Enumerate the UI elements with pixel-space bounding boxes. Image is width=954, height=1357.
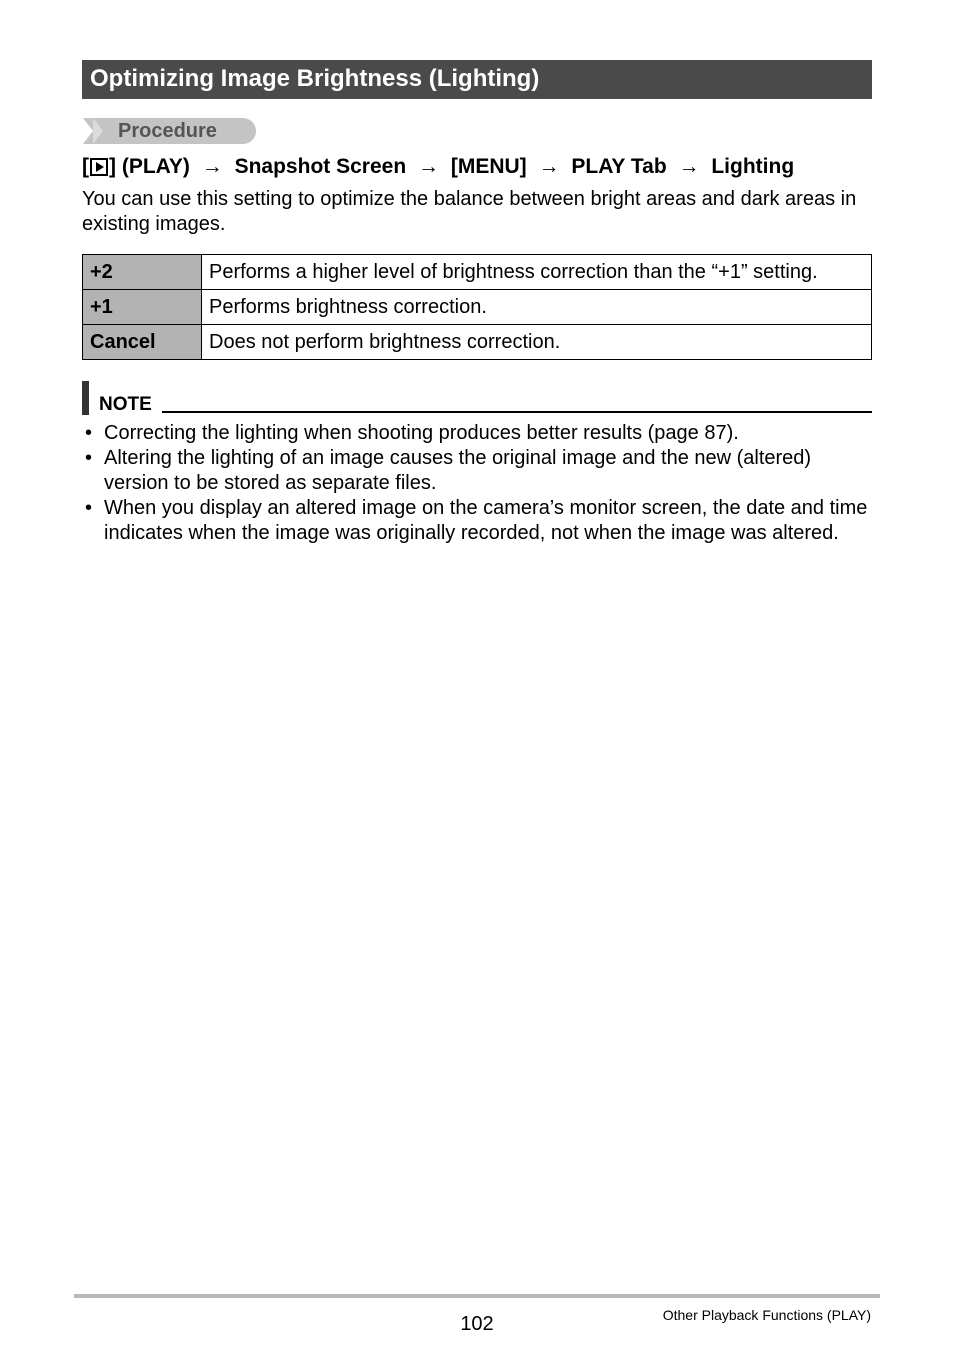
note-text: Correcting the lighting when shooting produces better results (page 87). xyxy=(104,422,739,444)
path-play: ] (PLAY) xyxy=(109,155,190,178)
arrow-icon: → xyxy=(678,155,700,178)
path-play-tab: PLAY Tab xyxy=(571,155,667,178)
list-item xyxy=(82,496,872,546)
setting-key: Cancel xyxy=(83,325,202,360)
footer-divider xyxy=(74,1294,880,1298)
note-text: Altering the lighting of an image causes the original image and the new (altered) version to be stored as separate files. xyxy=(104,447,812,494)
page-number: 102 xyxy=(460,1313,494,1335)
procedure-badge xyxy=(83,118,256,144)
note-divider xyxy=(162,411,872,413)
list-item xyxy=(82,446,872,496)
path-open-bracket: [ xyxy=(82,155,89,178)
bullet-icon: • xyxy=(85,497,93,519)
menu-path xyxy=(82,153,794,181)
setting-key: +2 xyxy=(83,255,202,290)
settings-table xyxy=(82,254,872,360)
note-list xyxy=(82,421,872,546)
note-marker xyxy=(82,381,89,415)
table-row xyxy=(83,255,872,290)
list-item xyxy=(82,421,872,446)
play-icon xyxy=(90,158,108,176)
note-label: NOTE xyxy=(99,394,152,415)
bullet-icon: • xyxy=(85,422,93,444)
note-text: When you display an altered image on the camera’s monitor screen, the date and time indicates when the image was originally recorded, not when the image was altered. xyxy=(104,497,868,544)
arrow-icon: → xyxy=(201,155,223,178)
footer-section-name: Other Playback Functions (PLAY) xyxy=(662,1307,871,1323)
intro-paragraph: You can use this setting to optimize the balance between bright areas and dark areas in existing images. xyxy=(82,188,857,235)
path-lighting: Lighting xyxy=(711,155,795,178)
table-row xyxy=(83,325,872,360)
setting-description: Performs brightness correction. xyxy=(202,290,872,325)
path-snapshot-screen: Snapshot Screen xyxy=(234,155,407,178)
bullet-icon: • xyxy=(85,447,93,469)
procedure-stripe xyxy=(83,118,93,144)
setting-description: Does not perform brightness correction. xyxy=(202,325,872,360)
path-menu: [MENU] xyxy=(450,155,527,178)
procedure-stripe xyxy=(93,118,103,144)
section-title: Optimizing Image Brightness (Lighting) xyxy=(82,60,872,99)
arrow-icon: → xyxy=(418,155,439,178)
procedure-label: Procedure xyxy=(118,120,217,142)
arrow-icon: → xyxy=(538,155,560,178)
setting-key: +1 xyxy=(83,290,202,325)
setting-description: Performs a higher level of brightness correction than the “+1” setting. xyxy=(202,255,872,290)
table-row xyxy=(83,290,872,325)
